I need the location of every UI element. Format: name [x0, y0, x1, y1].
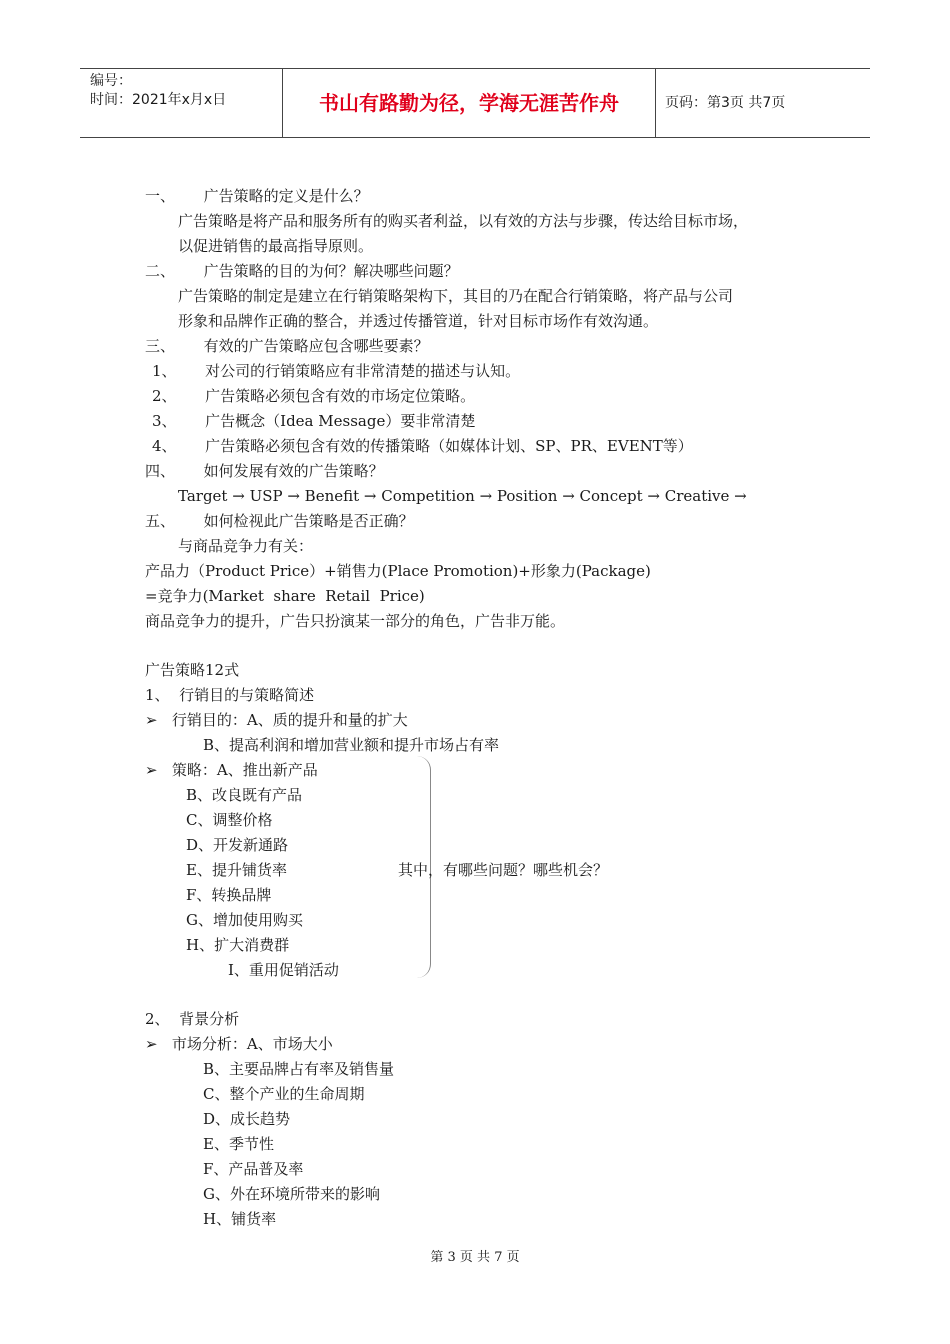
list-item: C、整个产业的生命周期 — [203, 1085, 365, 1103]
list-item: F、产品普及率 — [203, 1160, 304, 1178]
bracket-note: 其中，有哪些问题？哪些机会？ — [398, 861, 609, 879]
subsection-title: 1、 行销目的与策略简述 — [145, 686, 315, 704]
list-item: H、铺货率 — [203, 1210, 277, 1228]
list-item: B、改良既有产品 — [186, 786, 303, 804]
bullet-item: ➢ 行销目的：A、质的提升和量的扩大 — [145, 711, 408, 729]
list-item: H、扩大消费群 — [186, 936, 290, 954]
bullet-item: ➢ 策略：A、推出新产品 — [145, 761, 318, 779]
page-info: 页码：第3页 共7页 — [665, 95, 786, 111]
list-item: 3、 广告概念（Idea Message）要非常清楚 — [152, 412, 476, 430]
subsection-title: 2、 背景分析 — [145, 1010, 240, 1028]
bullet-item: ➢ 市场分析：A、市场大小 — [145, 1035, 333, 1053]
formula-line: =竞争力(Market share Retail Price) — [145, 587, 425, 605]
process-flow: Target → USP → Benefit → Competition → Position → Concept → Creative → — [178, 487, 747, 505]
paragraph-line: 以促进销售的最高指导原则。 — [178, 237, 374, 255]
page-footer: 第 3 页 共 7 页 — [430, 1250, 520, 1265]
page-header — [80, 68, 870, 138]
heading-2: 二、 广告策略的目的为何？解决哪些问题？ — [145, 262, 459, 280]
paragraph-line: 与商品竞争力有关： — [178, 537, 314, 555]
paragraph-line: 广告策略的制定是建立在行销策略架构下，其目的乃在配合行销策略，将产品与公司 — [178, 287, 734, 305]
list-item: E、季节性 — [203, 1135, 274, 1153]
list-item: G、增加使用购买 — [186, 911, 303, 929]
paragraph-line: 商品竞争力的提升，广告只扮演某一部分的角色，广告非万能。 — [145, 612, 566, 630]
list-item: E、提升铺货率 — [186, 861, 287, 879]
list-item: D、开发新通路 — [186, 836, 289, 854]
paragraph-line: 形象和品牌作正确的整合，并透过传播管道，针对目标市场作有效沟通。 — [178, 312, 659, 330]
section-title: 广告策略12式 — [145, 661, 240, 679]
paragraph-line: 广告策略是将产品和服务所有的购买者利益，以有效的方法与步骤，传达给目标市场， — [178, 212, 749, 230]
list-item: I、重用促销活动 — [228, 961, 339, 979]
list-item: G、外在环境所带来的影响 — [203, 1185, 380, 1203]
list-item: 1、 对公司的行销策略应有非常清楚的描述与认知。 — [152, 362, 521, 380]
heading-1: 一、 广告策略的定义是什么？ — [145, 187, 369, 205]
time-label: 时间：2021年x月x日 — [90, 92, 227, 108]
motto: 书山有路勤为径，学海无涯苦作舟 — [282, 69, 656, 137]
list-item: F、转换品牌 — [186, 886, 272, 904]
number-label: 编号： — [90, 73, 132, 89]
list-item: C、调整价格 — [186, 811, 273, 829]
heading-5: 五、 如何检视此广告策略是否正确？ — [145, 512, 414, 530]
formula-line: 产品力（Product Price）+销售力(Place Promotion)+形象力(Package) — [145, 562, 651, 580]
list-item: B、提高利润和增加营业额和提升市场占有率 — [203, 736, 500, 754]
heading-4: 四、 如何发展有效的广告策略？ — [145, 462, 384, 480]
list-item: 4、 广告策略必须包含有效的传播策略（如媒体计划、SP、PR、EVENT等） — [152, 437, 693, 455]
header-meta — [80, 69, 290, 140]
list-item: D、成长趋势 — [203, 1110, 291, 1128]
list-item: B、主要品牌占有率及销售量 — [203, 1060, 395, 1078]
heading-3: 三、 有效的广告策略应包含哪些要素？ — [145, 337, 429, 355]
list-item: 2、 广告策略必须包含有效的市场定位策略。 — [152, 387, 476, 405]
